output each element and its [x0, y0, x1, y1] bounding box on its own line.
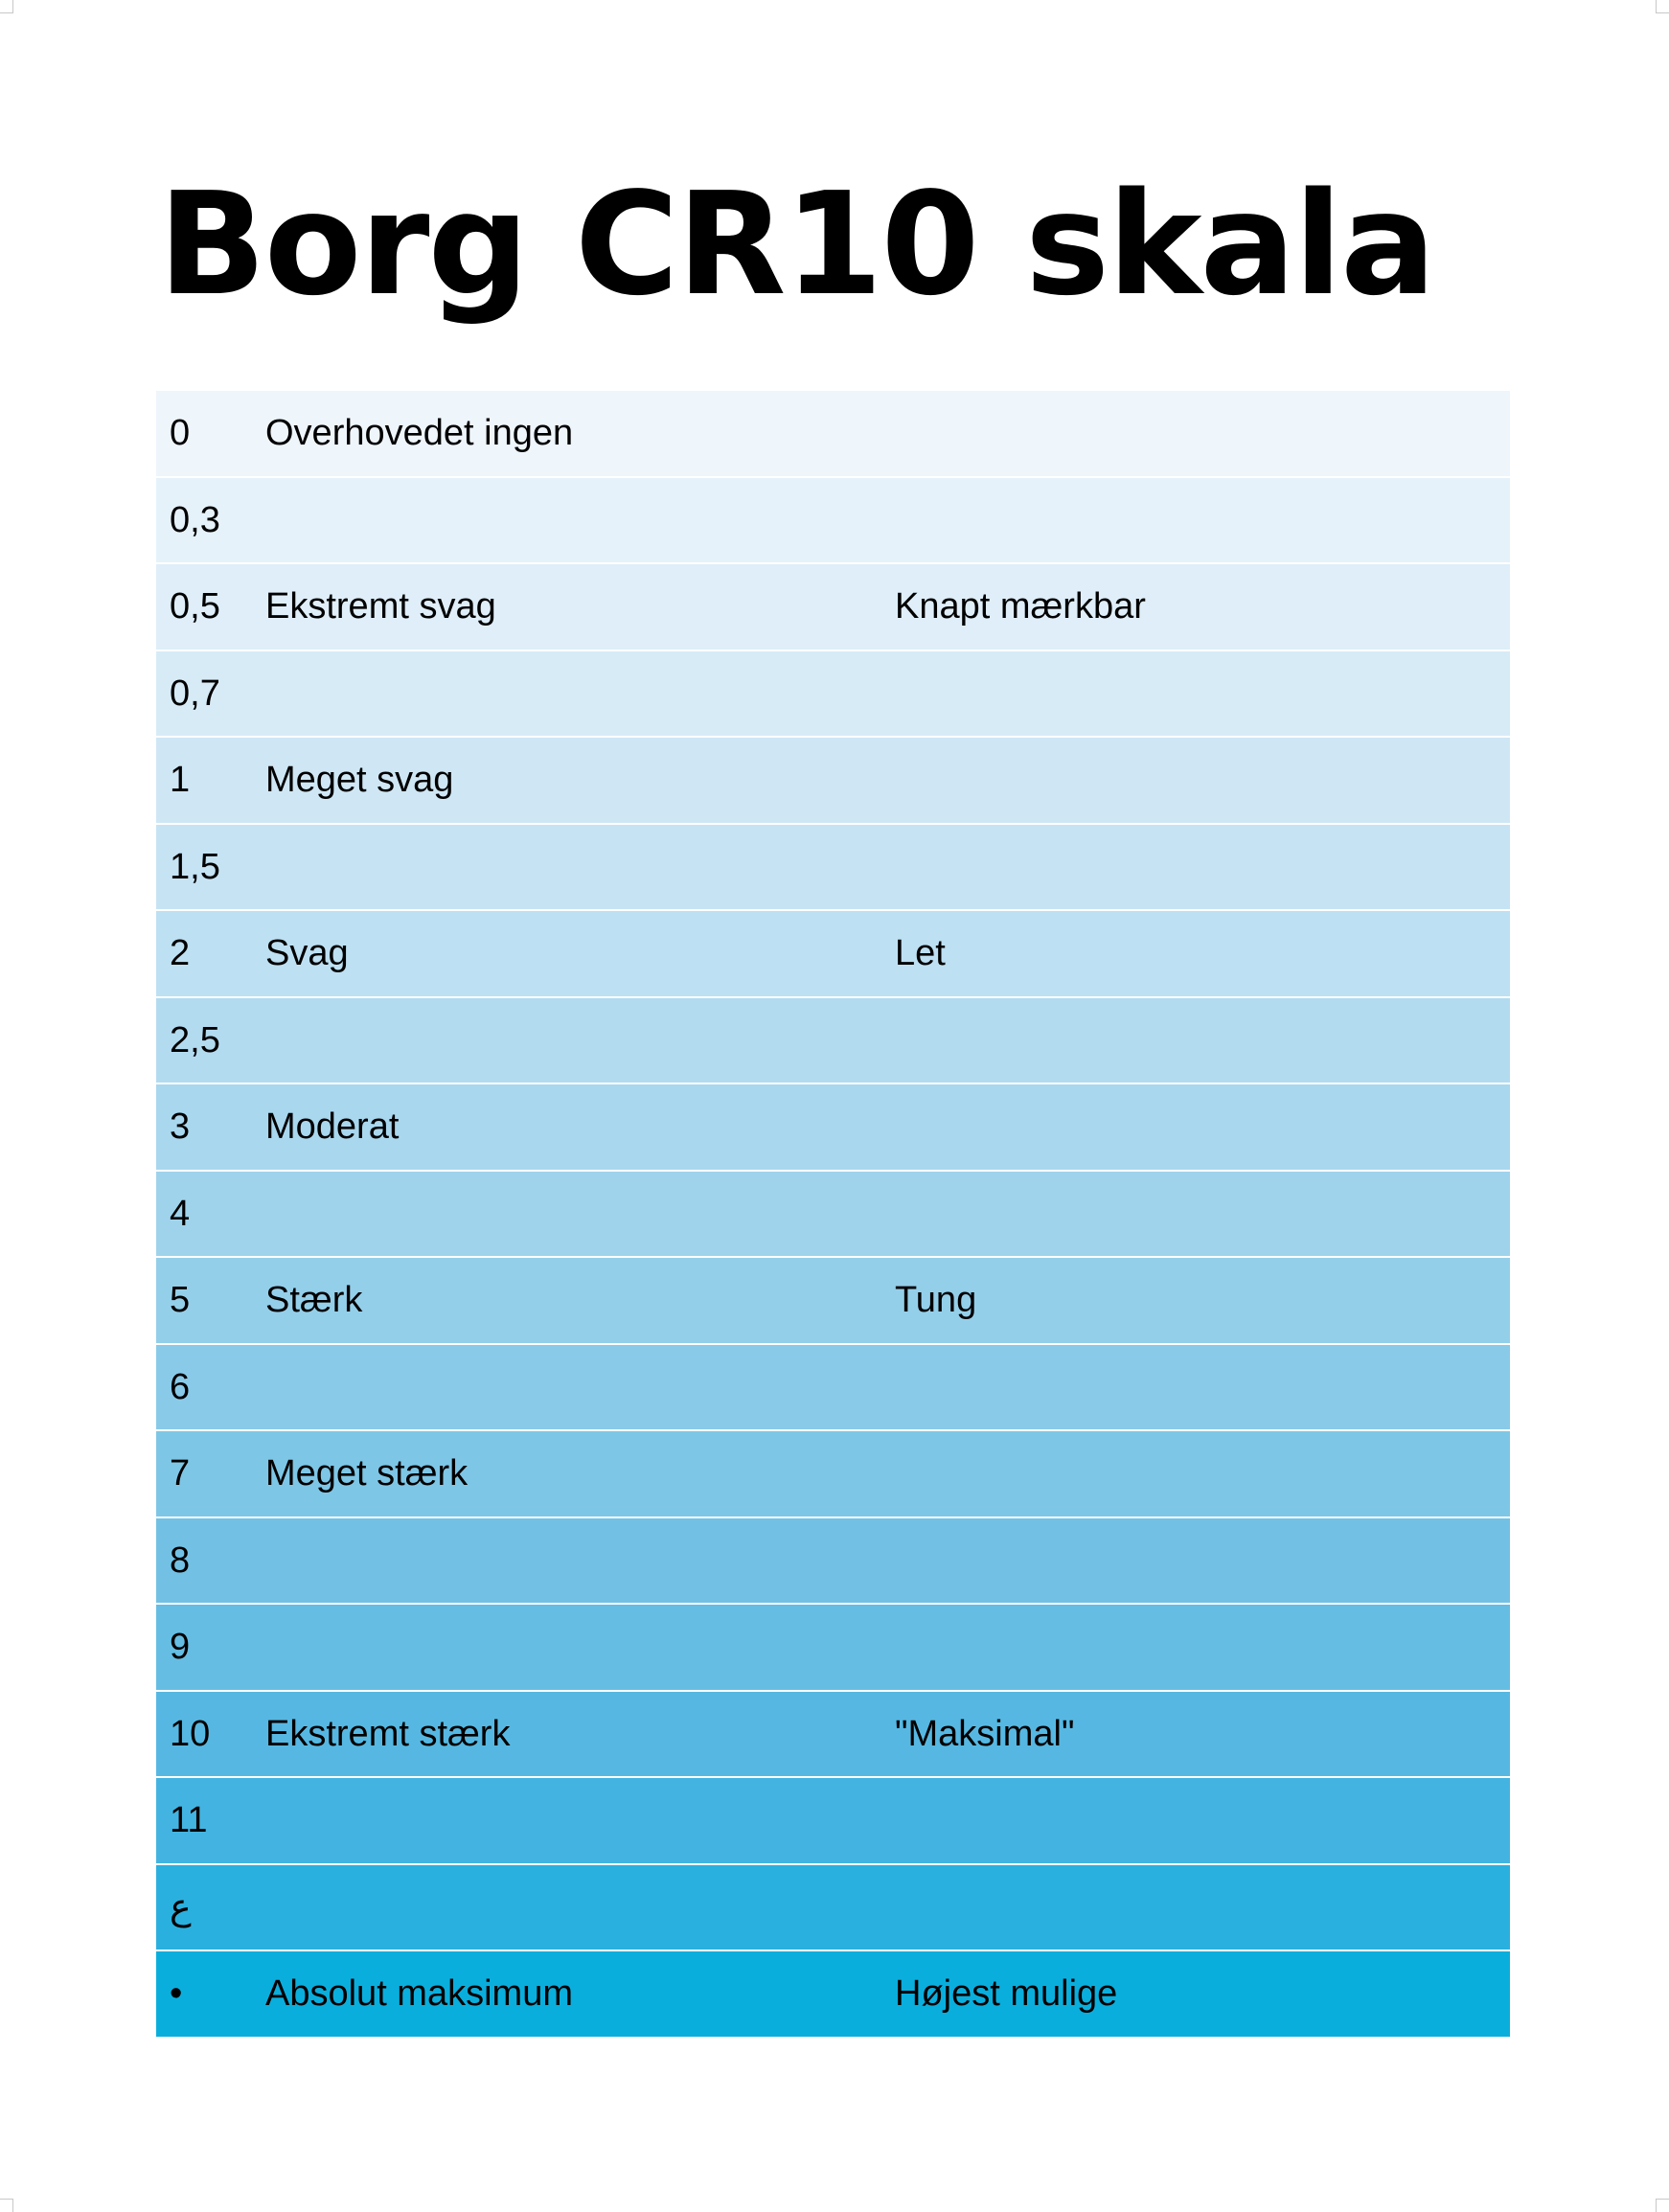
scale-row: [156, 1778, 1510, 1865]
scale-description: Overhovedet ingen: [265, 413, 574, 453]
scale-value: 6: [170, 1366, 191, 1407]
scale-description: Svag: [265, 933, 349, 973]
scale-value: •: [170, 1973, 183, 2014]
scale-value: 10: [170, 1713, 211, 1754]
crop-mark-top-left: [0, 12, 13, 13]
scale-row: [156, 651, 1510, 739]
scale-value: 0,5: [170, 586, 220, 627]
scale-row: [156, 1692, 1510, 1779]
scale-value: 7: [170, 1453, 191, 1494]
scale-row: [156, 738, 1510, 825]
scale-description: Stærk: [265, 1280, 363, 1320]
scale-value: 0: [170, 413, 191, 453]
scale-row: [156, 1865, 1510, 1952]
scale-row: [156, 1172, 1510, 1259]
scale-row: [156, 825, 1510, 912]
scale-description: Meget stærk: [265, 1453, 469, 1494]
scale-value: 9: [170, 1627, 191, 1667]
scale-row: [156, 998, 1510, 1085]
scale-value: 8: [170, 1539, 191, 1581]
scale-row: [156, 391, 1510, 478]
crop-mark-bottom-right: [1656, 2199, 1657, 2212]
scale-value: 11: [170, 1800, 208, 1840]
crop-mark-bottom-left: [0, 2199, 13, 2200]
scale-value: 2: [170, 933, 191, 973]
scale-description: Moderat: [265, 1106, 400, 1147]
scale-row: [156, 1345, 1510, 1432]
crop-mark-bottom-left: [12, 2199, 13, 2212]
scale-value: 0,7: [170, 673, 220, 714]
scale-value: 3: [170, 1106, 191, 1147]
scale-note: Let: [895, 933, 946, 973]
scale-description: Absolut maksimum: [265, 1973, 573, 2014]
scale-row: [156, 564, 1510, 651]
scale-value: 1,5: [170, 846, 220, 887]
scale-row: [156, 1605, 1510, 1692]
scale-description: Ekstremt stærk: [265, 1713, 511, 1754]
scale-value: 5: [170, 1280, 191, 1320]
scale-row: [156, 1084, 1510, 1172]
scale-value: 4: [170, 1193, 191, 1234]
scale-note: Knapt mærkbar: [895, 586, 1146, 627]
page-title: Borg CR10 skala: [158, 162, 1434, 327]
scale-row: [156, 911, 1510, 998]
scale-value: 2,5: [170, 1019, 220, 1060]
scale-row: [156, 1258, 1510, 1345]
scale-row: [156, 1518, 1510, 1606]
crop-mark-top-left: [12, 0, 13, 13]
scale-note: Højest mulige: [895, 1973, 1118, 2014]
scale-description: Meget svag: [265, 760, 454, 800]
scale-description: Ekstremt svag: [265, 586, 496, 627]
scale-row: [156, 478, 1510, 565]
borg-scale-table: [156, 391, 1510, 2037]
scale-row: [156, 1951, 1510, 2037]
scale-value: ع: [170, 1886, 192, 1927]
scale-note: "Maksimal": [895, 1713, 1075, 1754]
crop-mark-bottom-right: [1656, 2199, 1669, 2200]
scale-note: Tung: [895, 1280, 977, 1320]
scale-value: 0,3: [170, 499, 220, 540]
crop-mark-top-right: [1656, 12, 1669, 13]
scale-row: [156, 1431, 1510, 1518]
crop-mark-top-right: [1656, 0, 1657, 13]
scale-value: 1: [170, 760, 191, 800]
